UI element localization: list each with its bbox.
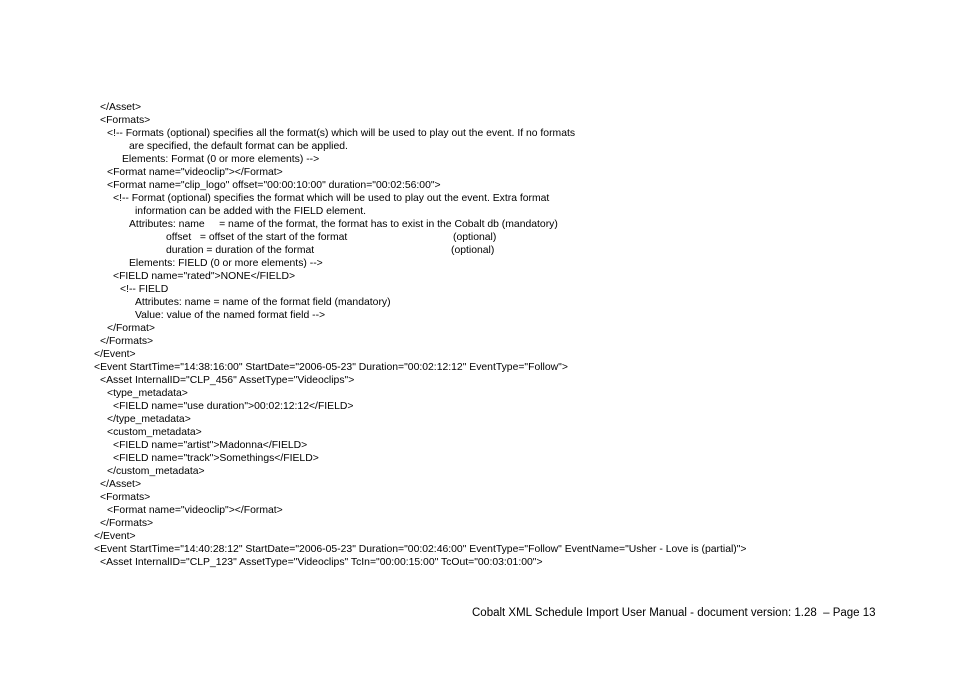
- code-line: </Event>: [94, 349, 136, 360]
- code-line: Attributes: name = name of the format, the format has to exist in the Cobalt db (mandatory): [129, 219, 558, 230]
- code-line: <FIELD name="rated">NONE</FIELD>: [113, 271, 296, 282]
- code-line: <FIELD name="artist">Madonna</FIELD>: [113, 440, 308, 451]
- code-line: </Asset>: [100, 479, 142, 490]
- code-line: </custom_metadata>: [107, 466, 205, 477]
- code-line: <Formats>: [100, 492, 151, 503]
- code-line: </Asset>: [100, 102, 142, 113]
- code-line: Elements: Format (0 or more elements) -->: [122, 154, 320, 165]
- code-line: <Event StartTime="14:38:16:00" StartDate="2006-05-23" Duration="00:02:12:12" EventType="Follow">: [94, 362, 568, 373]
- code-line: </Format>: [107, 323, 155, 334]
- code-line: <Formats>: [100, 115, 151, 126]
- code-line: <Format name="videoclip"></Format>: [107, 167, 283, 178]
- code-line: <Format name="videoclip"></Format>: [107, 505, 283, 516]
- code-line: <Event StartTime="14:40:28:12" StartDate="2006-05-23" Duration="00:02:46:00" EventType="Follow" EventName="Usher - Love is (partial)">: [94, 544, 747, 555]
- code-line: Value: value of the named format field -->: [135, 310, 326, 321]
- code-line: <Format name="clip_logo" offset="00:00:10:00" duration="00:02:56:00">: [107, 180, 441, 191]
- code-line: information can be added with the FIELD element.: [135, 206, 367, 217]
- code-line: <!-- Formats (optional) specifies all the format(s) which will be used to play out the event. If no formats: [107, 128, 576, 139]
- code-line: duration = duration of the format: [166, 245, 315, 256]
- code-line: <!-- Format (optional) specifies the format which will be used to play out the event. Extra format: [113, 193, 550, 204]
- code-line: (optional): [453, 232, 497, 243]
- code-line: <FIELD name="use duration">00:02:12:12</FIELD>: [113, 401, 354, 412]
- code-line: </Event>: [94, 531, 136, 542]
- code-line: <!-- FIELD: [120, 284, 169, 295]
- code-line: </Formats>: [100, 518, 154, 529]
- code-line: <Asset InternalID="CLP_456" AssetType="Videoclips">: [100, 375, 355, 386]
- code-line: <type_metadata>: [107, 388, 188, 399]
- code-line: Attributes: name = name of the format field (mandatory): [135, 297, 391, 308]
- code-line: Elements: FIELD (0 or more elements) -->: [129, 258, 323, 269]
- code-line: </Formats>: [100, 336, 154, 347]
- page-footer: Cobalt XML Schedule Import User Manual - document version: 1.28 – Page 13: [472, 607, 876, 619]
- code-line: <custom_metadata>: [107, 427, 202, 438]
- code-line: (optional): [451, 245, 495, 256]
- code-line: offset = offset of the start of the format: [166, 232, 348, 243]
- code-line: <FIELD name="track">Somethings</FIELD>: [113, 453, 319, 464]
- code-line: </type_metadata>: [107, 414, 191, 425]
- code-line: <Asset InternalID="CLP_123" AssetType="Videoclips" TcIn="00:00:15:00" TcOut="00:03:01:00">: [100, 557, 543, 568]
- code-line: are specified, the default format can be applied.: [129, 141, 348, 152]
